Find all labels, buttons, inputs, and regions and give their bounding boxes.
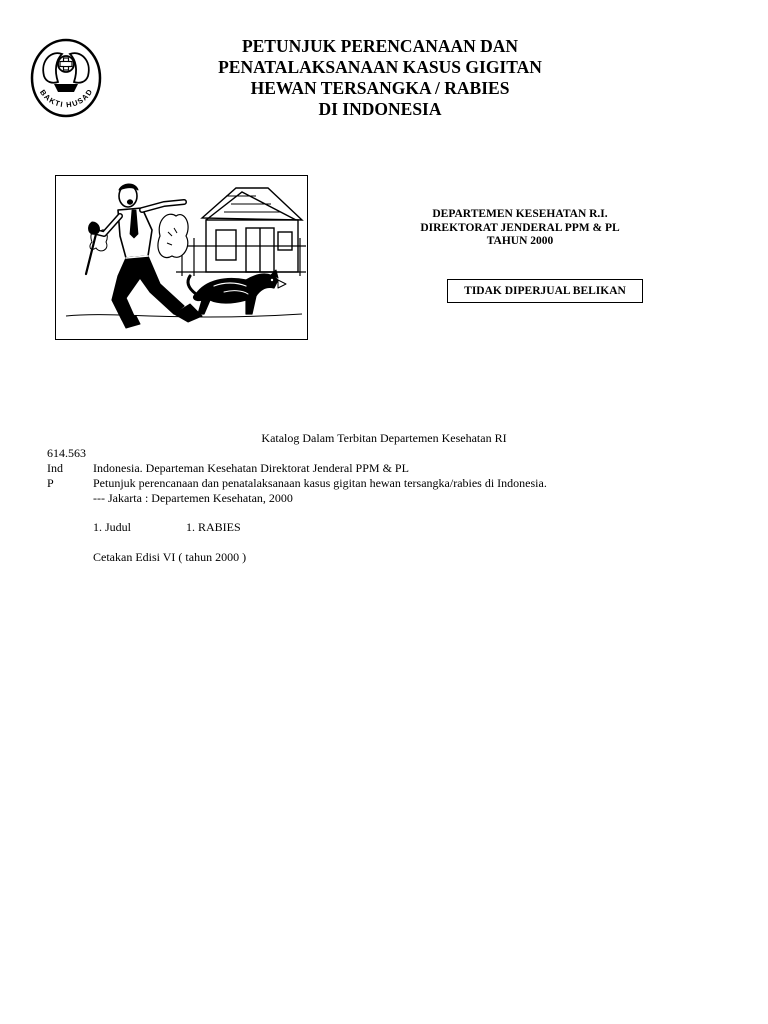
- catalog-heading: Katalog Dalam Terbitan Departemen Kesehatan RI: [261, 431, 507, 445]
- catalog-title: Petunjuk perencanaan dan penatalaksanaan kasus gigitan hewan tersangka/rabies di Indonesia.: [93, 476, 547, 490]
- document-title: [180, 36, 580, 120]
- bakti-husada-logo: [30, 38, 102, 118]
- not-for-sale-box: TIDAK DIPERJUAL BELIKAN: [447, 279, 643, 303]
- catalog-edition: Cetakan Edisi VI ( tahun 2000 ): [93, 550, 247, 564]
- catalog-author: Indonesia. Departeman Kesehatan Direktorat Jenderal PPM & PL: [93, 461, 409, 475]
- department-name: DEPARTEMEN KESEHATAN R.I.: [432, 208, 608, 220]
- title-line-1: PETUNJUK PERENCANAAN DAN: [241, 36, 519, 56]
- title-line-2: PENATALAKSANAAN KASUS GIGITAN: [218, 57, 542, 77]
- catalog-ind: Ind: [47, 461, 63, 475]
- catalog-subject-2: 1. RABIES: [186, 520, 241, 534]
- rabies-illustration: [55, 175, 308, 340]
- catalog-subject-1: 1. Judul: [93, 520, 132, 534]
- publication-year: TAHUN 2000: [486, 235, 554, 247]
- department-info: [400, 208, 640, 249]
- catalog-publisher: --- Jakarta : Departemen Kesehatan, 2000: [93, 491, 293, 505]
- title-line-4: DI INDONESIA: [318, 99, 442, 119]
- catalog-call-number: 614.563: [47, 446, 86, 460]
- logo-text: BAKTI HUSAD: [38, 86, 95, 110]
- directorate-name: DIREKTORAT JENDERAL PPM & PL: [420, 221, 620, 234]
- catalog-p: P: [47, 476, 54, 490]
- title-line-3: HEWAN TERSANGKA / RABIES: [250, 78, 510, 98]
